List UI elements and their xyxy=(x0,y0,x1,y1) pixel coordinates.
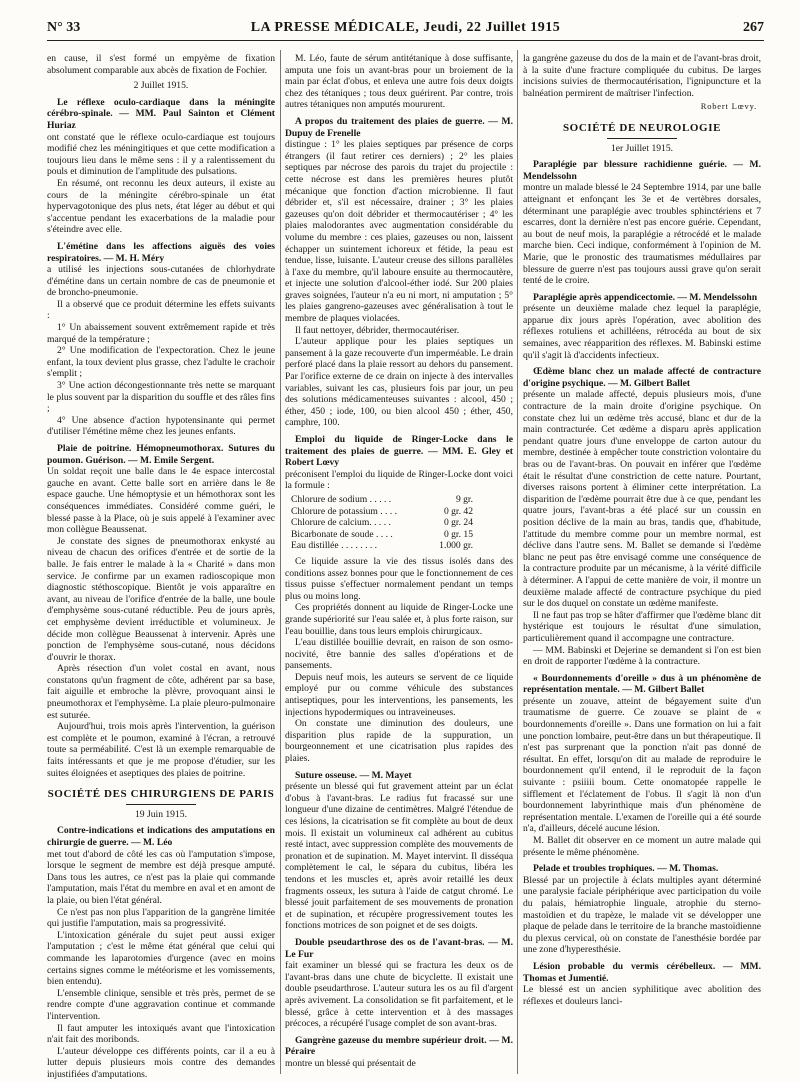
paragraph: en cause, il s'est formé un empyème de fixation absolument comparable aux abcès de fixation de Fochier. xyxy=(47,53,275,76)
paragraph: Un soldat reçoit une balle dans le 4e espace intercostal gauche en avant. Cette balle sort en arrière dans le 8e espace gauche. Une hémoptysie et un hémothorax sont les conséquences immédiates. Considéré comme guéri, le blessé passe à la Place, où je suis appelé à l'examiner avec mon collègue Beaussenat. xyxy=(47,466,275,536)
paragraph: L'intoxication générale du sujet peut aussi exiger l'amputation ; c'est le même état général que celui qui commande les laparotomies d'urgence (avec en moins certains signes comme le météorisme et les vomissements, bien entendu). xyxy=(47,929,275,988)
section-rule xyxy=(126,804,196,805)
article-title: Lésion probable du vermis cérébelleux. — MM. Thomas et Jumentié. xyxy=(523,960,761,984)
section-title: SOCIÉTÉ DE NEUROLOGIE xyxy=(562,121,722,134)
quantity: 0 gr. 42 xyxy=(443,505,473,517)
article-title: Œdème blanc chez un malade affecté de contracture d'origine psychique. — M. Gilbert Ballet xyxy=(523,366,761,389)
paragraph: Il ne faut pas trop se hâter d'affirmer que l'œdème blanc dit hystérique est toujours le résultat d'une simulation, particulièrement quand il accompagne une contracture. xyxy=(523,609,761,644)
list-item: 4° Une absence d'action hypotensinante qui permet d'utiliser l'émétine même chez les jeunes enfants. xyxy=(47,414,275,438)
paragraph: Ce n'est pas non plus l'apparition de la gangrène limitée qui justifie l'amputation, mais sa progressivité. xyxy=(47,906,275,930)
formula-row xyxy=(291,506,513,518)
paragraph: L'ensemble clinique, sensible et très près, permet de se rendre compte d'une aggravation continue et commande l'intervention. xyxy=(47,987,275,1022)
paragraph: Le blessé est un ancien syphilitique avec abolition des réflexes et douleurs lanci- xyxy=(523,984,761,1007)
quantity: 9 gr. xyxy=(455,493,473,505)
article-title: Plaie de poitrine. Hémopneumothorax. Sutures du poumon. Guérison. — M. Emile Sergent. xyxy=(47,443,275,466)
formula-row xyxy=(291,540,513,552)
author-signature: Robert Lœvy. xyxy=(700,101,757,112)
article-title: Double pseudarthrose des os de l'avant-bras. — M. Le Fur xyxy=(285,936,513,960)
quantity: 1.000 gr. xyxy=(439,540,473,552)
quantity: 0 gr. 24 xyxy=(443,517,473,529)
article-title: Suture osseuse. — M. Mayet xyxy=(295,769,412,781)
running-head xyxy=(47,20,764,41)
list-item: 2° Une modification de l'expectoration. Chez le jeune enfant, la toux devient plus grasse, chez l'adulte le crachoir s'emplit ; xyxy=(47,345,275,380)
paragraph: Je constate des signes de pneumothorax enkysté au niveau de chacun des orifices d'entrée et de sortie de la balle. Je fais entrer le malade à la « Charité » dans mon service. Je confirme par un examen radioscopique mon diagnostic stéthoscopique. Bientôt je vois apparaître en avant, au niveau de l'orifice d'entrée de la balle, une boule d'emphysème sous-cutané réductible. Peu de jours après, cet emphysème devient irréductible et volumineux. Je décide mon collègue Beaussenat à intervenir. Après une ponction de l'emphysème sous-cutané, nous décidons d'ouvrir le thorax. xyxy=(47,535,275,663)
paragraph: L'auteur applique pour les plaies septiques un pansement à la gaze recouverte d'un imperméable. Le drain perforé placé dans la plaie ressort au dehors du pansement. Par l'orifice externe de ce drain on injecte à des intervalles variables, suivant les cas, plusieurs fois par jour, un peu des solutions médicamenteuses suivantes : alcool, 450 ; éther, 450 ; iode, 100, ou bien alcool 450 ; éther, 450, camphre, 100. xyxy=(285,336,513,429)
article-title: Gangrène gazeuse du membre supérieur droit. — M. Péraire xyxy=(285,1034,513,1058)
paragraph: montre un blessé qui présentait de xyxy=(285,1057,416,1069)
paragraph: M. Ballet dit observer en ce moment un autre malade qui présente le même phénomène. xyxy=(523,835,761,858)
list-item: 3° Une action décongestionnante très nette se marquant le plus souvent par la disparition du souffle et des râles fins ; xyxy=(47,380,275,415)
column-1 xyxy=(47,53,275,1080)
ingredient: Eau distillée . . . . . . . . xyxy=(291,540,378,552)
paragraph: ont constaté que le réflexe oculo-cardiaque est toujours modifié chez les méningitiques et que cette modification a toujours lieu dans le même sens : il y a ralentissement du pouls et diminution de l'amplitude des pulsations. xyxy=(47,131,275,178)
paragraph: En résumé, ont reconnu les deux auteurs, il existe au cours de la méningite cérébro-spinale un état hypervagotonique des plus nets, état léger au début et qui s'accentue pendant les exacerbations de la maladie pour s'éteindre avec elle. xyxy=(47,177,275,236)
article-title: Emploi du liquide de Ringer-Locke dans le traitement des plaies de guerre. — MM. E. Gley et Robert Lœvy xyxy=(285,434,513,469)
paragraph: Après résection d'un volet costal en avant, nous constatons qu'un fragment de côte, adhérent par sa base, fait aiguille et embroche la plèvre, provoquant ainsi le pneumothorax et l'emphysème. La plaie pleuro-pulmonaire est suturée. xyxy=(47,663,275,721)
paragraph: — MM. Babinski et Dejerine se demandent si l'on est bien en droit de rapporter l'œdème à la contracture. xyxy=(523,644,761,668)
article-title: Paraplégie par blessure rachidienne guérie. — M. Mendelssohn xyxy=(523,159,761,182)
paragraph: Il faut nettoyer, débrider, thermocautériser. xyxy=(295,324,460,336)
paragraph: met tout d'abord de côté les cas où l'amputation s'impose, lorsque le segment de membre est déjà presque amputé. Dans tous les autres, ce n'est pas la plaie qui commande l'amputation, mais l'état du membre en aval et en amont de la plaie, ou bien l'état général. xyxy=(47,848,275,906)
paragraph: fait examiner un blessé qui se fractura les deux os de l'avant-bras dans une chute de bicyclette. Il existait une double pseudarthrose. L'auteur sutura les os au fil d'argent après avivement. La consolidation se fit parfaitement, et le blessé, grâce à cette intervention et à des massages précoces, a récupéré l'usage complet de son avant-bras. xyxy=(285,960,513,1030)
article-title: L'émétine dans les affections aiguës des voies respiratoires. — M. H. Méry xyxy=(47,240,275,264)
formula-row xyxy=(291,529,513,541)
paragraph: présente un deuxième malade chez lequel la paraplégie, apparue dix jours après l'opération, avec abolition des réflexes rotuliens et achilléens, rétrocéda au bout de six semaines, avec réapparition des réflexes. M. Babinski estime qu'il s'agit là d'accidents infectieux. xyxy=(523,303,761,361)
section-rule xyxy=(607,138,677,139)
formula-table xyxy=(291,494,513,552)
paragraph: Il faut amputer les intoxiqués avant que l'intoxication n'ait fait des moribonds. xyxy=(47,1022,275,1046)
paragraph: L'eau distillée bouillie devrait, en raison de son osmo-nocivité, être bannie des salles d'opérations et de pansements. xyxy=(285,637,513,672)
session-date: 2 Juillet 1915. xyxy=(133,80,189,92)
session-date: 19 Juin 1915. xyxy=(135,808,187,820)
session-date: 1er Juillet 1915. xyxy=(610,142,674,154)
ingredient: Chlorure de potassium . . . . xyxy=(291,505,398,517)
paragraph: préconisent l'emploi du liquide de Ringer-Locke dont voici la formule : xyxy=(285,468,513,492)
section-heading xyxy=(47,789,275,805)
column-3 xyxy=(523,53,761,1073)
quantity: 0 gr. 15 xyxy=(443,528,473,540)
ingredient: Chlorure de sodium . . . . . xyxy=(291,493,392,505)
paragraph: Depuis neuf mois, les auteurs se servent de ce liquide employé pur ou comme véhicule des substances antiseptiques, pour les interventions, les pansements, les injections hypodermiques ou intraveineuses. xyxy=(285,671,513,718)
formula-row xyxy=(291,494,513,506)
paragraph: Il a observé que ce produit détermine les effets suivants : xyxy=(47,298,275,322)
article-title: Contre-indications et indications des amputations en chirurgie de guerre. — M. Léo xyxy=(47,825,275,848)
ingredient: Chlorure de calcium. . . . . xyxy=(291,517,391,529)
paragraph: L'auteur développe ces différents points, car il a eu à lutter depuis plusieurs mois contre des demandes injustifiées d'amputations. xyxy=(47,1045,275,1080)
formula-row xyxy=(291,517,513,529)
paragraph: a utilisé les injections sous-cutanées de chlorhydrate d'émétine dans un certain nombre de cas de pneumonie et de broncho-pneumonie. xyxy=(47,264,275,299)
paragraph: Ce liquide assure la vie des tissus isolés dans des conditions assez bonnes pour que le fonctionnement de ces tissus puisse s'effectuer normalement pendant un temps plus ou moins long. xyxy=(285,555,513,602)
paragraph: la gangrène gazeuse du dos de la main et de l'avant-bras droit, à la suite d'une fracture compliquée du cubitus. De larges incisions suivies de thermocautérisation, l'ignipuncture et la balnéation permirent de maîtriser l'infection. xyxy=(523,53,761,99)
issue-number: N° 33 xyxy=(47,20,81,35)
column-rule xyxy=(517,50,518,1074)
article-title: Paraplégie après appendicectomie. — M. Mendelssohn xyxy=(533,291,758,303)
column-rule xyxy=(280,50,281,1074)
section-heading xyxy=(523,123,761,139)
paragraph: Ces propriétés donnent au liquide de Ringer-Locke une grande supériorité sur l'eau salée et, à plus forte raison, sur l'eau bouillie, dans tous leurs emplois chirurgicaux. xyxy=(285,602,513,637)
paragraph: présente un malade affecté, depuis plusieurs mois, d'une contracture de la main droite d'origine psychique. On constate chez lui un œdème très accusé, blanc et dur de la main contracturée. Cet œdème a disparu après application pendant quatre jours d'une enveloppe de carton autour du membre, destinée à empêcher toute constriction volontaire du bras ou de l'avant-bras. On pouvait en inférer que l'œdème était le résultat d'une constriction de cette nature. Pourtant, diverses raisons portent à éliminer cette interprétation. La disparition de l'œdème pourrait être due à ce que, pendant les quatre jours, l'avant-bras a été placé sur un coussin en position déclive de la main au bras, tandis que, d'habitude, l'attitude du membre comme pour un membre normal, est déclive dans l'autre sens. M. Ballet se demande si l'œdème blanc ne peut pas être envisagé comme une conséquence de la contracture produite par un mécanisme, à la vérité difficile à déterminer. A l'appui de cette manière de voir, il montre un deuxième malade affecté de contracture psychique du pied sur le dos duquel on constate un œdème manifeste. xyxy=(523,389,761,610)
section-title: SOCIÉTÉ DES CHIRURGIENS DE PARIS xyxy=(47,788,275,801)
article-title: Pelade et troubles trophiques. — M. Thomas. xyxy=(533,863,719,875)
article-title: A propos du traitement des plaies de guerre. — M. Dupuy de Frenelle xyxy=(285,115,513,139)
paragraph: présente un zouave, atteint de bégayement suite d'un traumatisme de guerre. Ce zouave se plaint de « bourdonnements d'oreille ». Dans une formation on lui a fait une ponction lombaire, peut-être dans un but thérapeutique. Il n'est pas surprenant que la ponction n'ait pas donné de résultat. En effet, lorsqu'on dit au malade de reproduire le bourdonnement qu'il entend, il le reproduit de la façon suivante : psiiiii boum. Cette onomatopée rappelle le sifflement et l'éclatement de l'obus. Il s'agit là non d'un bourdonnement labyrinthique mais d'un phénomène de représentation mentale. L'examen de l'oreille qui a été sourde n'a, d'ailleurs, décelé aucune lésion. xyxy=(523,695,761,835)
article-title: « Bourdonnements d'oreille » dus à un phénomène de représentation mentale. — M. Gilbert Ballet xyxy=(523,672,761,696)
column-2 xyxy=(285,53,513,1073)
journal-title: LA PRESSE MÉDICALE, Jeudi, 22 Juillet 1915 xyxy=(250,20,561,35)
paragraph: M. Léo, faute de sérum antitétanique à dose suffisante, amputa une fois un avant-bras pour un broiement de la main par éclat d'obus, et enleva une autre fois deux doigts chez des tétaniques ; tous deux guérirent. Par contre, trois autres tétaniques non amputés moururent. xyxy=(285,53,513,111)
page-number: 267 xyxy=(743,20,764,35)
paragraph: Aujourd'hui, trois mois après l'intervention, la guérison est complète et le poumon, examiné à l'écran, a retrouvé toute sa perméabilité. C'est là un exemple remarquable de faits intéressants et que je me propose d'étudier, sur les suites éloignées et aseptiques des plaies de poitrine. xyxy=(47,721,275,779)
paragraph: Blessé par un projectile à éclats multiples ayant déterminé une paralysie faciale périphérique avec participation du voile du palais, hémiatrophie linguale, atrophie du sterno-mastoïdien et du trapèze, le malade vit se développer une plaque de pelade dans le territoire de la branche mastoïdienne du plexus cervical, où on constate de l'anesthésie bordée par une zone d'hyperesthésie. xyxy=(523,874,761,956)
paragraph: présente un blessé qui fut gravement atteint par un éclat d'obus à l'avant-bras. Le radius fut fracassé sur une longueur d'une dizaine de centimètres. Malgré l'étendue de ces lésions, la cicatrisation se fit complète au bout de deux mois. Il existait un volumineux cal adhérent au cubitus resté intact, avec suppression complète des mouvements de pronation et de supination. M. Mayet intervint. Il disséqua complètement le cal, le sépara du cubitus, libéra les tendons et les muscles et, après avoir retaillé les deux fragments osseux, les sutura à l'aide de catgut chromé. Le blessé jouit parfaitement de ses mouvements de pronation et de supination, et récupère progressivement toutes les fonctions motrices de son poignet et de ses doigts. xyxy=(285,781,513,932)
article-title: Le réflexe oculo-cardiaque dans la méningite cérébro-spinale. — MM. Paul Sainton et Clément Huriaz xyxy=(47,96,275,131)
paragraph: distingue : 1° les plaies septiques par présence de corps étrangers (il faut retirer ces derniers) ; 2° les plaies septiques par nécrose des parois du trajet du projectile : cette nécrose est dans les premières heures plutôt mécanique que fonction d'action microbienne. Il faut débrider et, s'il est nécessaire, drainer ; 3° les plaies gazeuses qu'on doit débrider et thermocautériser ; 4° les plaies malodorantes avec augmentation considérable du volume du membre : ces plaies, gazeuses ou non, laissent échapper un suintement ichoreux et fétide, la peau est tendue, lisse, luisante. L'auteur creuse des sillons parallèles à l'axe du membre, qu'il laboure ensuite au thermocautère, et injecte une solution d'alcool-éther iodé. Sur 200 plaies graves soignées, l'auteur n'a eu ni mort, ni amputation ; 5° les plaies gangreno-gazeuses avec généralisation à tout le membre de plaques violacées. xyxy=(285,139,513,325)
ingredient: Bicarbonate de soude . . . . xyxy=(291,528,393,540)
paragraph: On constate une diminution des douleurs, une disparition plus rapide de la suppuration, un bourgeonnement et une cicatrisation plus rapides des plaies. xyxy=(285,718,513,765)
list-item: 1° Un abaissement souvent extrêmement rapide et très marqué de la température ; xyxy=(47,322,275,345)
paragraph: montre un malade blessé le 24 Septembre 1914, par une balle atteignant et enfonçant les 3e et 4e vertèbres dorsales, déterminant une paraplégie avec troubles sphinctériens et 7 escarres, dont la dernière n'est pas encore guérie. Cependant, au bout de neuf mois, la paraplégie a rétrocédé et le malade marche bien. Ceci indique, conformément à l'opinion de M. Marie, que le pronostic des traumatismes médullaires par blessure de guerre n'est pas toujours aussi grave qu'on serait tenté de le croire. xyxy=(523,182,761,287)
